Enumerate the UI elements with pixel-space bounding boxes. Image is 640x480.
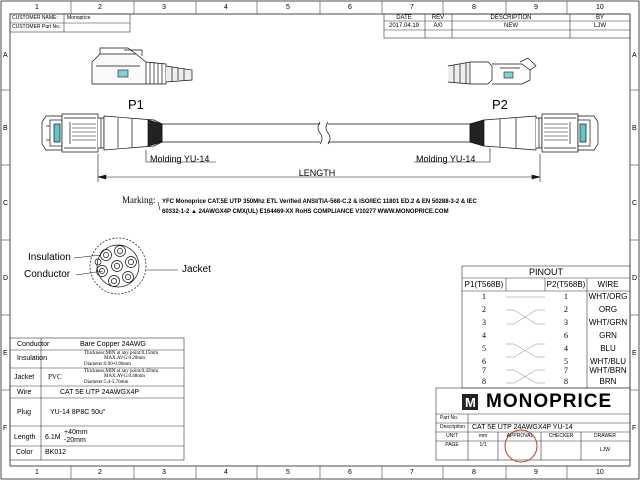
col-number: 4	[224, 4, 228, 11]
pin-p2: 7	[564, 366, 568, 375]
col-number: 9	[534, 469, 538, 476]
spec-insulation-line: Diameter:0.90-0.96mm	[84, 362, 131, 367]
col-number: 2	[98, 4, 102, 11]
page-label: PAGE	[445, 442, 459, 448]
col-number: 7	[410, 469, 414, 476]
col-number: 7	[410, 4, 414, 11]
row-letter: E	[3, 350, 8, 357]
part-no-label: Part No.	[440, 415, 459, 421]
marking-line-1: YFC Monoprice CAT.5E UTP 350Mhz ETL Verified ANSI/TIA-568-C.2 & ISO/IEC 11801 ED.2 & EN 50288-3-2 & IEC	[162, 199, 477, 205]
spec-length-value: 6.1M	[45, 434, 61, 441]
pin-wire: ORG	[598, 305, 618, 314]
pinout-col-p2: P2(T568B)	[546, 280, 586, 289]
pin-p1: 3	[482, 318, 486, 327]
description-label: Description	[440, 424, 466, 430]
approval-header: APPROVAL	[506, 433, 534, 439]
pin-wire: BLU	[600, 344, 616, 353]
spec-jacket-line: Thickness:MIN at any point:0.42mm	[84, 369, 159, 374]
pin-p1: 8	[482, 377, 486, 386]
pin-wire: WHT/BLU	[590, 357, 626, 366]
monoprice-logo-icon: M	[465, 395, 476, 410]
spec-length-tol-plus: +40mm	[64, 429, 88, 436]
spec-insulation-line: MAX.AVG:0.20mm	[104, 356, 146, 361]
molding-left-label: Molding YU-14	[150, 154, 210, 164]
pinout-col-wire: WIRE	[597, 280, 619, 289]
col-number: 2	[98, 469, 102, 476]
spec-color-value: BK012	[45, 449, 67, 456]
spec-jacket-material: PVC	[48, 373, 62, 381]
pin-p2: 5	[564, 357, 568, 366]
unit-value: mm	[478, 433, 488, 439]
spec-wire-value: CAT 5E UTP 24AWGX4P	[60, 389, 140, 396]
customer-name-label: CUSTOMER NAME:	[12, 15, 58, 21]
pin-p2: 8	[564, 377, 568, 386]
spec-wire-label: Wire	[17, 389, 32, 396]
col-number: 8	[472, 469, 476, 476]
pin-p2: 1	[564, 292, 568, 301]
row-letter: F	[632, 425, 637, 432]
page-value: 1/1	[479, 442, 487, 448]
pin-p2: 4	[564, 344, 568, 353]
col-number: 9	[534, 4, 538, 11]
col-number: 1	[35, 4, 39, 11]
pin-p2: 6	[564, 331, 568, 340]
col-number: 5	[286, 4, 290, 11]
col-number: 8	[472, 4, 476, 11]
spec-length-label: Length	[14, 434, 36, 441]
p2-label: P2	[492, 97, 508, 112]
row-letter: D	[3, 275, 9, 282]
description-value: CAT 5E UTP 24AWGX4P YU-14	[472, 424, 573, 431]
row-letter: F	[3, 425, 8, 432]
pin-p1: 1	[482, 292, 486, 301]
length-label: LENGTH	[298, 168, 336, 178]
spec-length-tol-minus: -20mm	[64, 437, 86, 444]
insulation-label: Insulation	[28, 252, 71, 263]
pin-p1: 6	[482, 357, 486, 366]
pin-wire: WHT/ORG	[588, 292, 628, 301]
row-letter: A	[3, 52, 8, 59]
pin-p1: 7	[482, 366, 486, 375]
col-number: 6	[348, 4, 352, 11]
revision-by: LJW	[594, 23, 606, 29]
marking-label: Marking:	[122, 195, 156, 205]
col-number: 10	[596, 469, 604, 476]
row-letter: C	[632, 200, 638, 207]
revision-date: 2017.04.19	[388, 23, 420, 29]
revision-description: NEW	[504, 23, 518, 29]
col-number: 6	[348, 469, 352, 476]
pin-p2: 2	[564, 305, 568, 314]
customer-name-value: Monoprice	[67, 15, 91, 21]
customer-part-label: CUSTOMER Part No.:	[12, 24, 62, 30]
row-letter: B	[632, 125, 637, 132]
pin-wire: WHT/BRN	[589, 366, 627, 375]
row-letter: E	[632, 350, 637, 357]
pin-p1: 4	[482, 331, 486, 340]
spec-color-label: Color	[16, 449, 33, 456]
spec-plug-value: YU-14 8P8C 50u"	[50, 409, 106, 416]
pin-p1: 5	[482, 344, 486, 353]
pin-wire: WHT/GRN	[588, 318, 628, 327]
row-letter: C	[3, 200, 9, 207]
pin-wire: BRN	[599, 377, 617, 386]
row-letter: D	[632, 275, 638, 282]
molding-right-label: Molding YU-14	[416, 154, 476, 164]
col-number: 3	[162, 469, 166, 476]
revision-header-date: DATE	[396, 15, 412, 21]
pin-p1: 2	[482, 305, 486, 314]
row-letter: B	[3, 125, 8, 132]
conductor-label: Conductor	[24, 269, 71, 280]
spec-jacket-line: Diameter:5.4-5.70mm	[84, 380, 129, 385]
col-number: 3	[162, 4, 166, 11]
marking-line-2: 60332-1-2 ▲ 24AWGX4P CMX(UL) E164469-XX RoHS COMPLIANCE V10277 WWW.MONOPRICE.COM	[162, 209, 449, 215]
drawer-value: LJW	[600, 447, 610, 453]
spec-jacket-line: MAX.AVG:0.48mm	[104, 374, 146, 379]
revision-header-rev: REV	[431, 15, 445, 21]
col-number: 5	[286, 469, 290, 476]
jacket-label: Jacket	[182, 264, 211, 275]
col-number: 10	[596, 4, 604, 11]
spec-jacket-label: Jacket	[14, 374, 35, 381]
pinout-title: PINOUT	[528, 267, 564, 277]
row-letter: A	[632, 52, 637, 59]
revision-header-description: DESCRIPTION	[490, 15, 532, 21]
unit-header: UNIT	[446, 433, 458, 439]
checker-header: CHECKER	[548, 433, 574, 439]
col-number: 4	[224, 469, 228, 476]
revision-header-by: BY	[595, 15, 605, 21]
drawer-header: DRAWER	[593, 433, 617, 439]
col-number: 1	[35, 469, 39, 476]
pin-wire: GRN	[599, 331, 617, 340]
spec-conductor-label: Conductor	[17, 341, 50, 348]
pinout-col-p1: P1(T568B)	[464, 280, 504, 289]
spec-insulation-line: Thickness:MIN at any point:0.15mm	[84, 351, 159, 356]
pin-p2: 3	[564, 318, 568, 327]
spec-insulation-label: Insulation	[17, 355, 47, 362]
spec-conductor-value: Bare Copper 24AWG	[80, 341, 146, 348]
brand-name: MONOPRICE	[486, 391, 613, 412]
spec-plug-label: Plug	[17, 409, 32, 416]
p1-label: P1	[128, 97, 144, 112]
revision-rev: A/0	[433, 23, 443, 29]
